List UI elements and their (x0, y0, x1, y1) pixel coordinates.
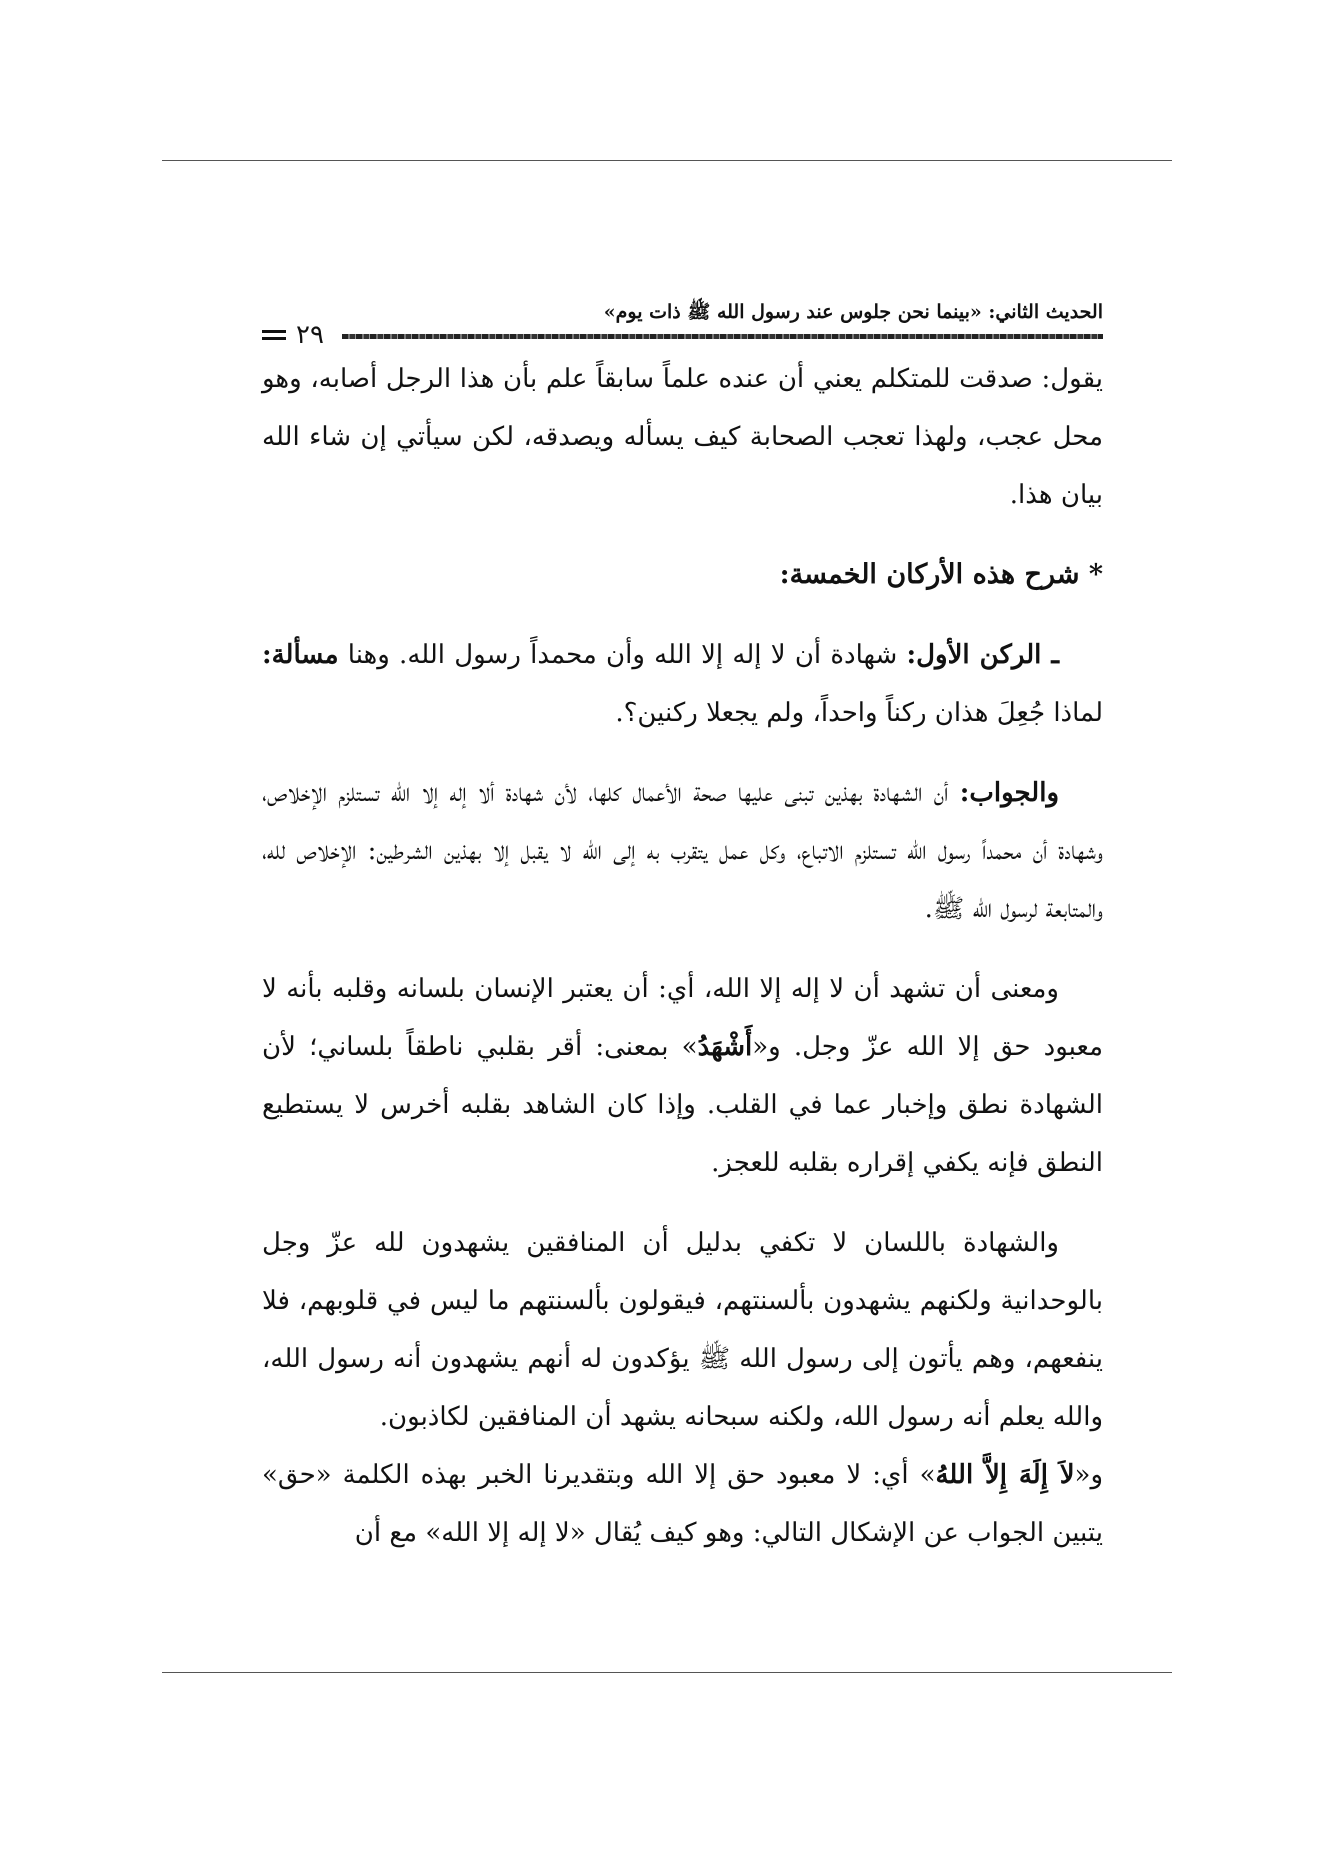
paragraph-meaning (262, 960, 1103, 1192)
la-ilaha-text-b: » أي: لا معبود حق إلا الله وبتقديرنا الخبر بهذه الكلمة «حق» يتبين الجواب عن الإشكال التالي: وهو كيف يُقال «لا إله إلا الله» مع أن (262, 1460, 1103, 1548)
first-pillar-text: شهادة أن لا إله إلا الله وأن محمداً رسول الله. وهنا (338, 640, 907, 670)
meaning-keyword: أَشْهَدُ (697, 1032, 753, 1062)
paragraph-la-ilaha (262, 1446, 1103, 1562)
book-page (262, 290, 1103, 1562)
top-page-rule (162, 160, 1172, 161)
paragraph-intro: يقول: صدقت للمتكلم يعني أن عنده علماً سابقاً علم بأن هذا الرجل أصابه، وهو محل عجب، ولهذا تعجب الصحابة كيف يسأله ويصدقه، لكن سيأتي إن شاء الله بيان هذا. (262, 364, 1103, 510)
paragraph-first-pillar (262, 626, 1103, 742)
section-heading: * شرح هذه الأركان الخمسة: (779, 559, 1103, 590)
meaning-text-b: » بمعنى: أقر بقلبي ناطقاً بلساني؛ لأن الشهادة نطق وإخبار عما في القلب. وإذا كان الشاهد بقلبه أخرس لا يستطيع النطق فإنه يكفي إقراره بقلبه للعجز. (262, 1032, 1103, 1178)
first-pillar-label: ـ الركن الأول: (906, 640, 1059, 670)
meaning-text-a: ومعنى أن تشهد أن لا إله إلا الله، أي: أن يعتبر الإنسان بلسانه وقلبه بأنه لا معبود حق إلا الله عزّ وجل. و« (262, 974, 1103, 1062)
running-header-title: الحديث الثاني: «بينما نحن جلوس عند رسول الله ﷺ ذات يوم» (603, 301, 1103, 323)
page-number: ٢٩ (296, 320, 324, 350)
running-header (262, 290, 1103, 350)
la-ilaha-text-a: و« (1074, 1460, 1104, 1490)
paragraph-answer (262, 764, 1103, 938)
paragraph-hypocrites: والشهادة باللسان لا تكفي بدليل أن المنافقين يشهدون لله عزّ وجل بالوحدانية ولكنهم يشهدون بألسنتهم، فيقولون بألسنتهم ما ليس في قلوبهم، فلا ينفعهم، وهم يأتون إلى رسول الله ﷺ يؤكدون له أنهم يشهدون أنه رسول الله، والله يعلم أنه رسول الله، ولكنه سبحانه يشهد أن المنافقين لكاذبون. (262, 1228, 1103, 1432)
issue-label: مسألة: (262, 640, 339, 670)
answer-text: أن الشهادة بهذين تبنى عليها صحة الأعمال كلها، لأن شهادة ألا إله إلا الله تستلزم الإخلاص، وشهادة أن محمداً رسول الله تستلزم الاتباع، وكل عمل يتقرب به إلى الله لا يقبل إلا بهذين الشرطين: الإخلاص لله، والمتابعة لرسول الله ﷺ. (262, 778, 1104, 924)
la-ilaha-keyword: لاَ إِلَهَ إِلاَّ اللهُ (935, 1460, 1075, 1490)
issue-text: لماذا جُعِلَ هذان ركناً واحداً، ولم يجعلا ركنين؟. (615, 698, 1103, 728)
answer-label: والجواب: (959, 778, 1059, 808)
page-number-block (262, 320, 324, 350)
header-ornament-bar (342, 334, 1103, 339)
page-number-mark (262, 330, 286, 340)
bottom-page-rule (162, 1672, 1172, 1673)
